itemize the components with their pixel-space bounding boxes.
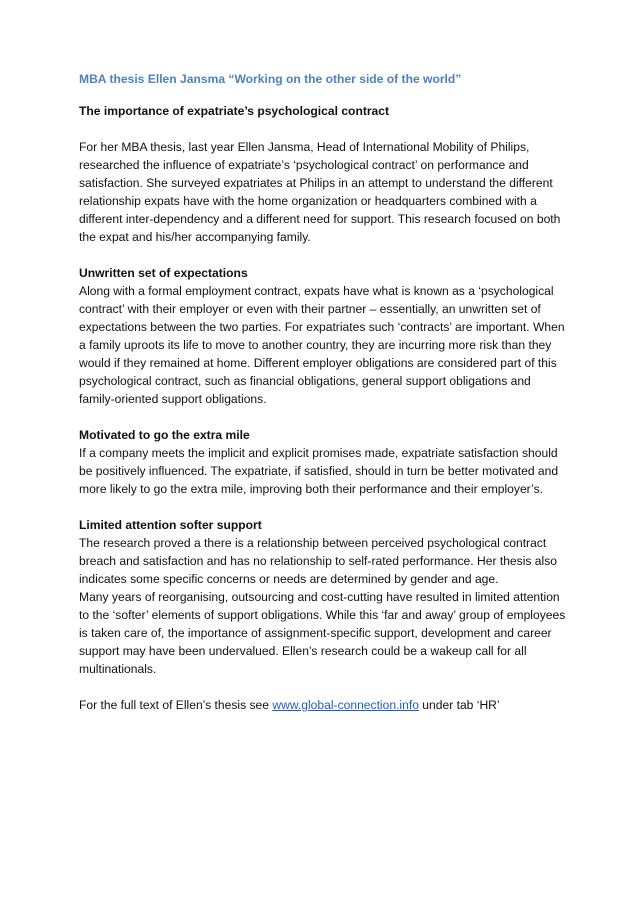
section-paragraph: Many years of reorganising, outsourcing and cost-cutting have resulted in limited attention to the ‘softer’ elements of support obligations. While this ‘far and away’ group of employees is taken care of, the importance of assignment-specific support, development and career support may have been undervalued. Ellen’s research could be a wakeup call for all multinationals.: [79, 590, 566, 676]
section-paragraph: If a company meets the implicit and explicit promises made, expatriate satisfaction should be positively influenced. The expatriate, if satisfied, should in turn be better motivated and more likely to go the extra mile, improving both their performance and their employer’s.: [79, 446, 559, 496]
section-extra-mile: [79, 426, 569, 498]
website-link[interactable]: www.global-connection.info: [272, 698, 419, 712]
section-limited-attention: [79, 516, 569, 678]
section-heading: Limited attention softer support: [79, 518, 262, 532]
intro-paragraph: For her MBA thesis, last year Ellen Jansma, Head of International Mobility of Philips, researched the influence of expatriate’s ‘psychological contract’ on performance and satisfaction. She surveyed expatriates at Philips in an attempt to understand the different relationship expats have with the home organization or headquarters combined with a different inter-dependency and a different need for support. This research focused on both the expat and his/her accompanying family.: [79, 140, 561, 244]
document-subtitle: The importance of expatriate’s psychological contract: [79, 104, 390, 118]
section-unwritten-expectations: [79, 264, 569, 408]
section-heading: Motivated to go the extra mile: [79, 428, 250, 442]
document-page: [79, 70, 569, 714]
footer-text-before: For the full text of Ellen’s thesis see: [79, 698, 273, 712]
document-title: MBA thesis Ellen Jansma “Working on the other side of the world”: [79, 72, 462, 86]
section-heading: Unwritten set of expectations: [79, 266, 248, 280]
section-paragraph: The research proved a there is a relationship between perceived psychological contract breach and satisfaction and has no relationship to self-rated performance. Her thesis also indicates some specific concerns or needs are determined by gender and age.: [79, 536, 557, 586]
section-paragraph: Along with a formal employment contract, expats have what is known as a ‘psychological contract’ with their employer or even with their partner – essentially, an unwritten set of expectations between the two parties. For expatriates such ‘contracts’ are important. When a family uproots its life to move to another country, they are incurring more risk than they would if they remained at home. Different employer obligations are considered part of this psychological contract, such as financial obligations, general support obligations and family-oriented support obligations.: [79, 284, 565, 406]
footer-text-after: under tab ‘HR’: [418, 698, 500, 712]
footer-note: [79, 696, 569, 714]
